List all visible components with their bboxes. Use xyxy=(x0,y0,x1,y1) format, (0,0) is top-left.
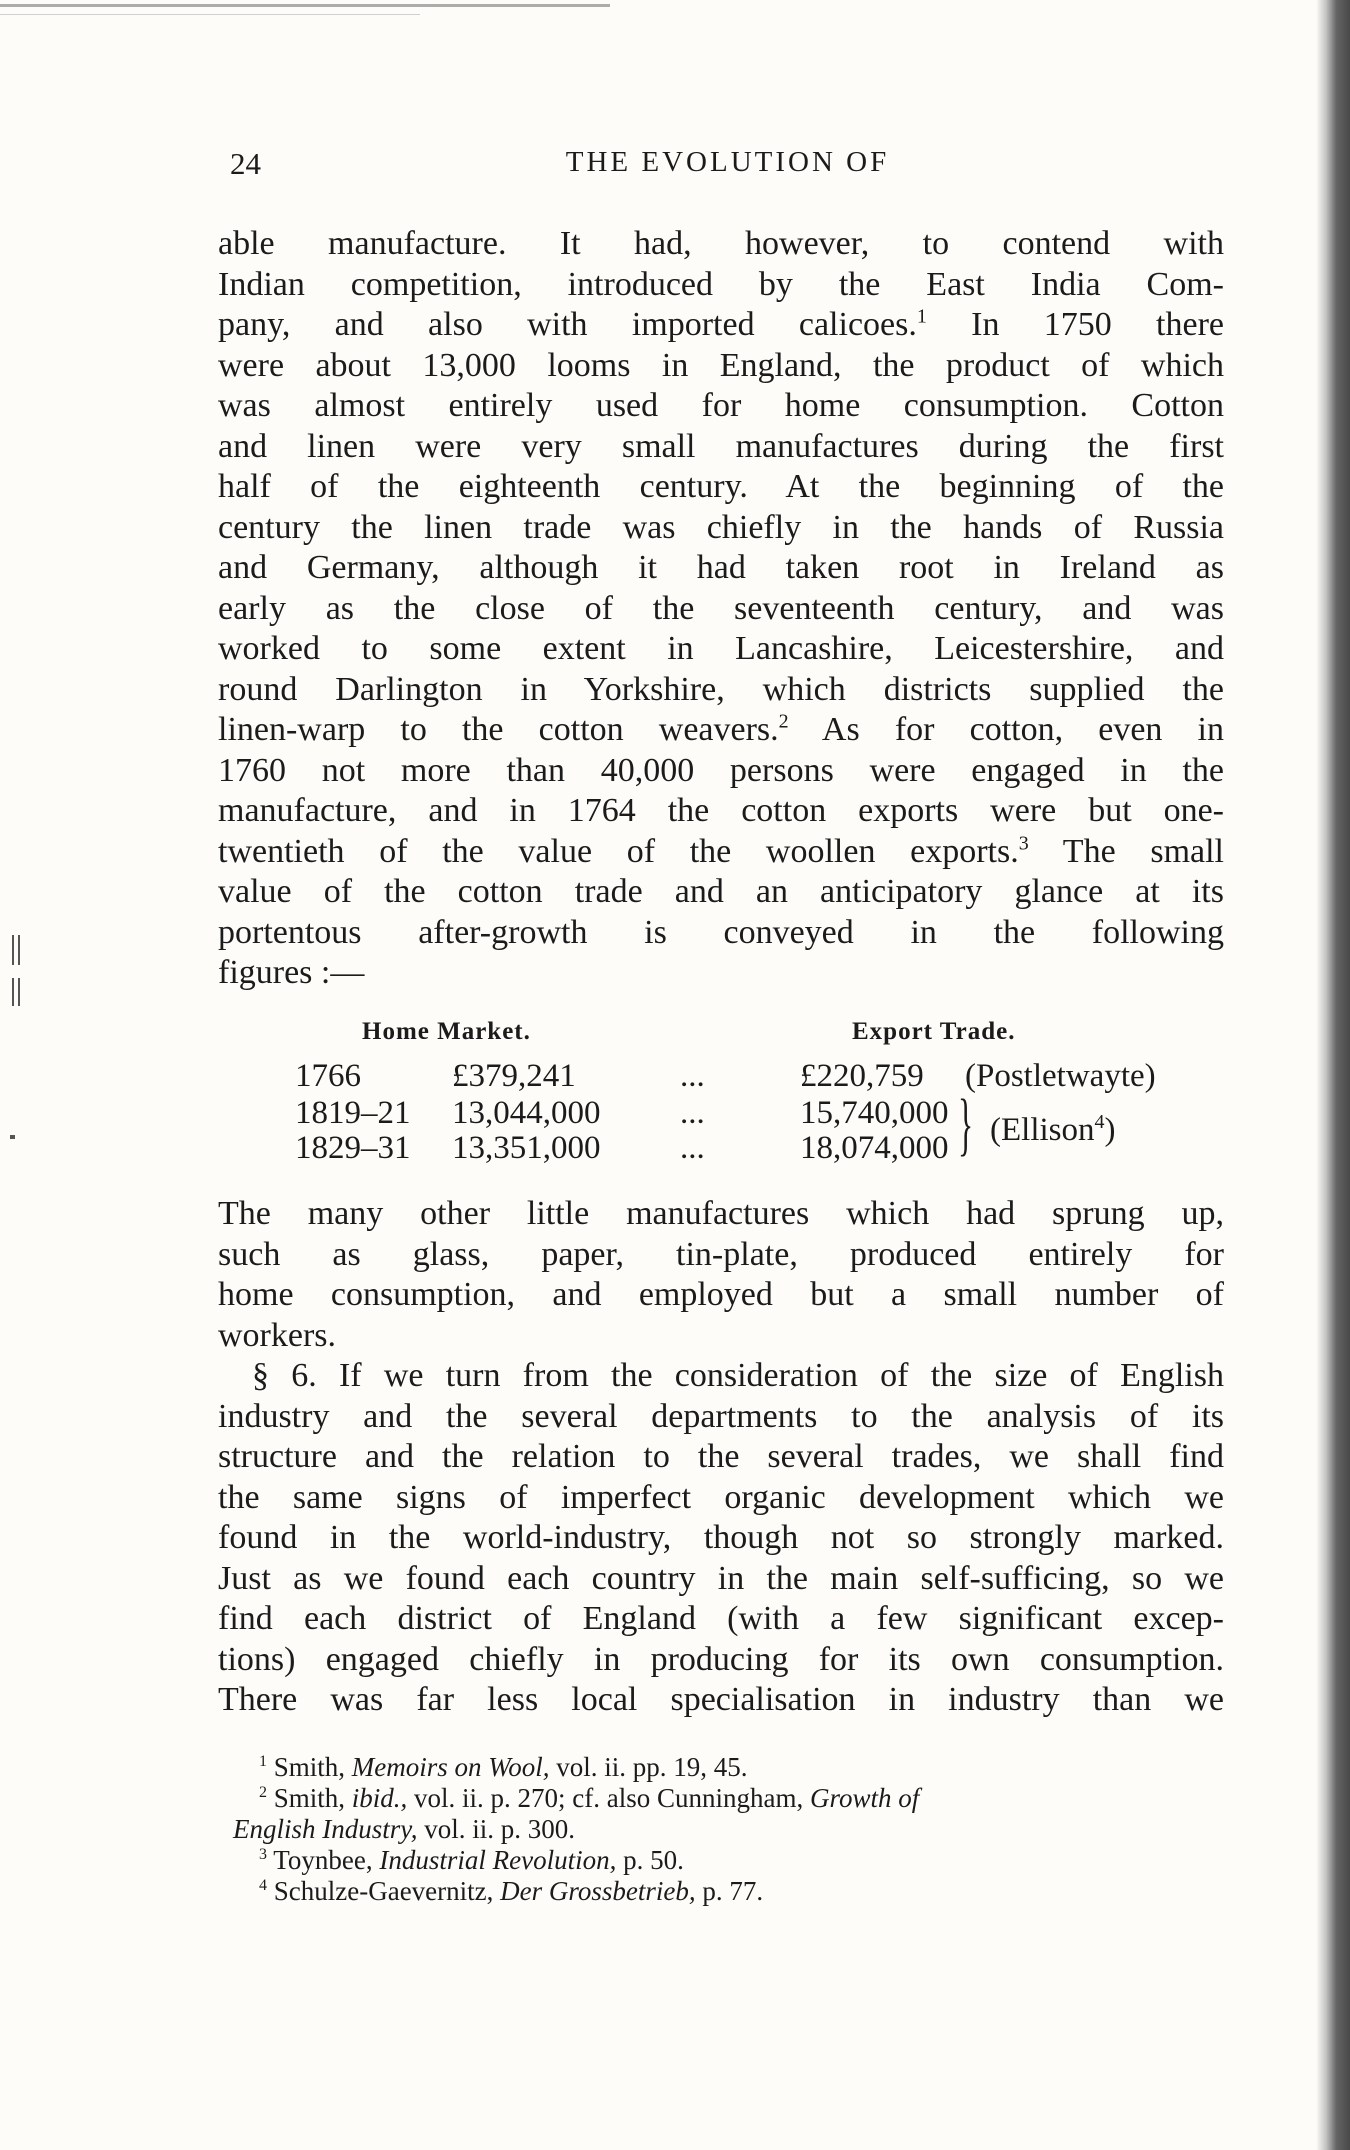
scan-mark xyxy=(12,935,14,965)
column-header-export-trade: Export Trade. xyxy=(852,1018,1016,1045)
table-home-value: £379,241 xyxy=(452,1058,576,1094)
table-export-value: £220,759 xyxy=(800,1058,924,1094)
paragraph-3 xyxy=(218,1356,1224,1721)
text-line: half of the eighteenth century. At the beginning of the xyxy=(218,468,1224,505)
text-line: pany, and also with imported calicoes.$^1$ In 1750 there xyxy=(218,305,1224,343)
table-dots: ... xyxy=(680,1130,705,1166)
table-dots: ... xyxy=(680,1095,705,1131)
footnote-ref: 3 xyxy=(1018,832,1029,855)
text-line: such as glass, paper, tin-plate, produced entirely for xyxy=(218,1235,1224,1273)
text-line: portentous after-growth is conveyed in the following xyxy=(218,913,1224,951)
text-line: able manufacture. It had, however, to contend with xyxy=(218,225,1224,262)
text-line: 1760 not more than 40,000 persons were engaged in the xyxy=(218,751,1224,789)
table-year: 1829–31 xyxy=(295,1130,411,1166)
text-line: value of the cotton trade and an anticipatory glance at its xyxy=(218,873,1224,910)
text-line: found in the world-industry, though not so strongly marked. xyxy=(218,1519,1224,1556)
text-line: Indian competition, introduced by the East India Com- xyxy=(218,265,1224,303)
text-line: figures :— xyxy=(218,954,365,991)
scan-artifact-line xyxy=(0,4,610,7)
footnote-continuation: English Industry, vol. ii. p. 300. xyxy=(233,1814,576,1844)
text-line: industry and the several departments to the analysis of its xyxy=(218,1397,1224,1435)
running-head: THE EVOLUTION OF xyxy=(565,146,890,178)
text-line: find each district of England (with a few significant excep- xyxy=(218,1600,1224,1637)
paragraph-2 xyxy=(218,1194,1224,1356)
footnotes xyxy=(233,1752,1228,1907)
table-source-bracketed: (Ellison$^4$) xyxy=(990,1111,1116,1148)
table-home-value: 13,044,000 xyxy=(452,1095,601,1131)
text-line: § 6. If we turn from the consideration of the size of English xyxy=(252,1357,1224,1394)
column-header-home-market: Home Market. xyxy=(362,1018,531,1045)
page-number: 24 xyxy=(230,146,261,181)
page-header xyxy=(230,146,1225,186)
footnote: $^3$ Toynbee, Industrial Revolution, p. 50. xyxy=(259,1845,684,1875)
text-line: home consumption, and employed but a small number of xyxy=(218,1276,1224,1313)
scan-mark xyxy=(18,935,20,965)
text-line: structure and the relation to the several trades, we shall find xyxy=(218,1438,1224,1475)
table-source: (Postletwayte) xyxy=(965,1058,1156,1094)
text-line: and Germany, although it had taken root in Ireland as xyxy=(218,549,1224,586)
text-line: was almost entirely used for home consumption. Cotton xyxy=(218,387,1224,424)
text-line: manufacture, and in 1764 the cotton exports were but one- xyxy=(218,792,1224,829)
text-line: and linen were very small manufactures during the first xyxy=(218,427,1224,465)
table-dots: ... xyxy=(680,1058,705,1094)
scan-mark xyxy=(18,978,20,1006)
scan-mark xyxy=(12,978,14,1006)
footnote: $^2$ Smith, ibid., vol. ii. p. 270; cf. also Cunningham, Growth of xyxy=(259,1783,920,1813)
text-line: twentieth of the value of the woollen exports.$^3$ The small xyxy=(218,832,1224,870)
text-line: round Darlington in Yorkshire, which districts supplied the xyxy=(218,670,1224,708)
text-line: The many other little manufactures which had sprung up, xyxy=(218,1195,1224,1232)
footnote: $^4$ Schulze-Gaevernitz, Der Grossbetrieb, p. 77. xyxy=(259,1876,764,1906)
text-line: the same signs of imperfect organic development which we xyxy=(218,1478,1224,1516)
text-line: There was far less local specialisation in industry than we xyxy=(218,1681,1224,1718)
scan-artifact-line xyxy=(0,14,420,15)
paragraph-1 xyxy=(218,224,1224,994)
text-line: workers. xyxy=(218,1316,337,1354)
text-line: Just as we found each country in the main self-sufficing, so we xyxy=(218,1559,1224,1597)
text-line: linen-warp to the cotton weavers.$^2$ As for cotton, even in xyxy=(218,710,1224,748)
footnote-ref: 2 xyxy=(778,710,789,733)
table-export-value: 18,074,000 xyxy=(800,1130,949,1166)
table-home-value: 13,351,000 xyxy=(452,1130,601,1166)
footnote-ref: 1 xyxy=(916,305,927,328)
table-export-value: 15,740,000 xyxy=(800,1095,949,1131)
footnote: $^1$ Smith, Memoirs on Wool, vol. ii. pp. 19, 45. xyxy=(259,1752,748,1782)
text-line: worked to some extent in Lancashire, Leicestershire, and xyxy=(218,630,1224,667)
page-edge-shadow xyxy=(1316,0,1350,2150)
scan-mark xyxy=(10,1135,15,1139)
text-line: tions) engaged chiefly in producing for its own consumption. xyxy=(218,1640,1224,1678)
table-year: 1766 xyxy=(295,1058,361,1094)
text-line: early as the close of the seventeenth century, and was xyxy=(218,589,1224,627)
text-line: were about 13,000 looms in England, the product of which xyxy=(218,346,1224,384)
text-line: century the linen trade was chiefly in the hands of Russia xyxy=(218,508,1224,546)
table-year: 1819–21 xyxy=(295,1095,411,1131)
brace-glyph: } xyxy=(958,1086,974,1163)
